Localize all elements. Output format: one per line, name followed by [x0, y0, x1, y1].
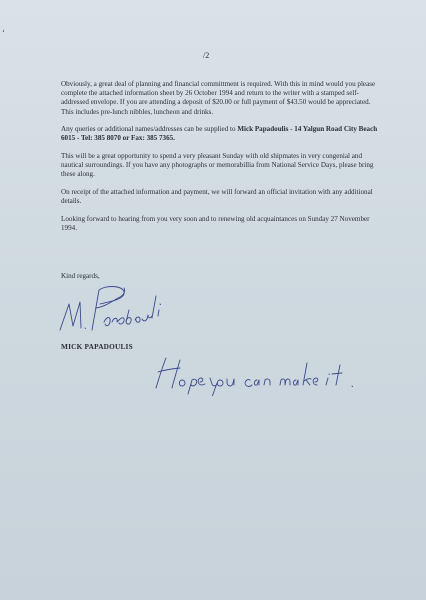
salutation: Kind regards,: [61, 272, 100, 280]
contact-details: Mick Papadoulis - 14 Yalgun Road City Beach 6015 - Tel: 385 8070 or Fax: 385 7365.: [61, 125, 378, 143]
page-number: /2: [203, 51, 210, 60]
signer-name: MICK PAPADOULIS: [61, 342, 133, 351]
page-corner-mark: ‘: [2, 28, 5, 38]
handwritten-signature: [56, 282, 186, 334]
paragraph-planning: Obviously, a great deal of planning and financial committment is required. With this in mind would you please complete the attached information sheet by 26 October 1994 and return to the writer with a stamped self-addressed envelope. If you are attending a deposit of $20.00 or full payment of $43.50 would be appreciated. This includes pre-lunch nibbles, luncheon and drinks.: [61, 80, 376, 116]
handwritten-note: [150, 350, 360, 396]
paragraph-invitation: On receipt of the attached information and payment, we will forward an official invitation with any additional details.: [61, 188, 373, 206]
paragraph-contact: [61, 125, 383, 143]
letter-body: [61, 80, 383, 242]
paragraph-closing: Looking forward to hearing from you very soon and to renewing old acquaintances on Sunday 27 November 1994.: [61, 214, 370, 232]
contact-intro: Any queries or additional names/addresses can be supplied to: [61, 125, 238, 134]
paragraph-opportunity: This will be a great opportunity to spend a very pleasant Sunday with old shipmates in very congenial and nautical surroundings. If you have any photographs or memorabillia from National Service Days, please bring these along.: [61, 152, 374, 179]
